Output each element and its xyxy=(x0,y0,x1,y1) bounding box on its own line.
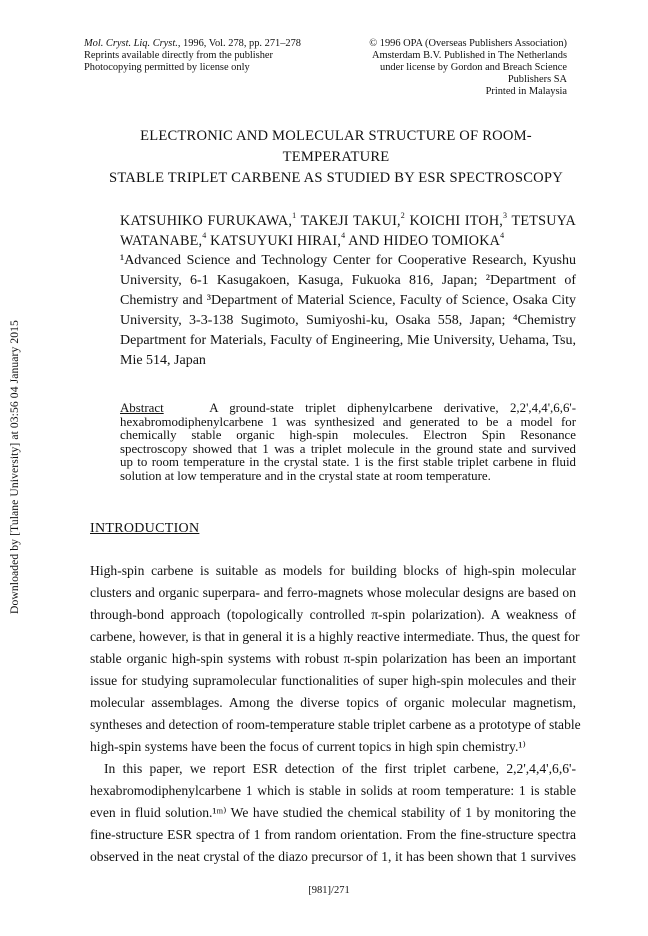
copyright-line: Printed in Malaysia xyxy=(485,86,567,97)
abstract-label: Abstract xyxy=(120,401,164,415)
affiliation-mark: 2 xyxy=(400,211,405,221)
body-line: carbene, however, is that in general it is a highly reactive intermediate. Thus, the quest for xyxy=(90,629,580,644)
affiliation-line: ¹Advanced Science and Technology Center for Cooperative Research, Kyushu xyxy=(120,253,576,268)
page-number: [981]/271 xyxy=(308,885,350,896)
paper-title xyxy=(96,126,576,189)
abstract-line: solution at low temperature and in the crystal state at room temperature. xyxy=(120,468,491,483)
affiliation-line: Chemistry and ³Department of Material Science, Faculty of Science, Osaka City xyxy=(120,293,576,309)
affiliation-line: University, 3-3-138 Sugimoto, Sumiyoshi-ku, Osaka 558, Japan; ⁴Chemistry xyxy=(120,313,576,329)
abstract-line xyxy=(120,402,576,416)
body-line: In this paper, we report ESR detection of the first triplet carbene, 2,2',4,4',6,6'- xyxy=(104,761,576,776)
journal-header-right xyxy=(330,38,567,98)
copyright-line: Amsterdam B.V. Published in The Netherlands xyxy=(372,50,567,61)
body-line: fine-structure ESR spectra of 1 from random orientation. From the fine-structure spectra xyxy=(90,827,576,842)
body-line: observed in the neat crystal of the diazo precursor of 1, it has been shown that 1 survives xyxy=(90,849,576,864)
abstract-line: up to room temperature in the crystal state. 1 is the first stable triplet carbene in fluid xyxy=(120,455,576,470)
author-line xyxy=(120,231,576,251)
author-line xyxy=(120,211,576,231)
abstract xyxy=(120,402,576,484)
introduction-body xyxy=(90,560,581,868)
reprints-line: Reprints available directly from the publisher xyxy=(84,50,273,61)
author-name: WATANABE, xyxy=(120,233,203,249)
abstract-text: A ground-state triplet diphenylcarbene derivative, 2,2',4,4',6,6'- xyxy=(209,401,577,415)
body-line: issue for studying supramolecular functionalities of super high-spin molecules and their xyxy=(90,673,576,688)
author-name: KATSUYUKI HIRAI, xyxy=(206,233,342,249)
affiliation-mark: 4 xyxy=(202,231,207,241)
abstract-line: hexabromodiphenylcarbene 1 was synthesized and generated to be a model for xyxy=(120,414,576,429)
author-list xyxy=(120,211,576,251)
affiliation-mark: 4 xyxy=(341,231,346,241)
affiliation-mark: 1 xyxy=(292,211,297,221)
title-line: ELECTRONIC AND MOLECULAR STRUCTURE OF ROOM-TEMPERATURE xyxy=(140,128,532,165)
affiliation-line: Mie 514, Japan xyxy=(120,353,206,369)
download-watermark: Downloaded by [Tulane University] at 03:56 04 January 2015 xyxy=(8,320,21,614)
affiliations xyxy=(120,251,576,372)
citation-details: , 1996, Vol. 278, pp. 271–278 xyxy=(177,38,301,49)
title-line: STABLE TRIPLET CARBENE AS STUDIED BY ESR SPECTROSCOPY xyxy=(109,170,563,186)
abstract-line: chemically stable organic high-spin molecules. Electron Spin Resonance xyxy=(120,428,576,443)
body-line: even in fluid solution.¹ᵐ⁾ We have studied the chemical stability of 1 by monitoring the xyxy=(90,805,576,820)
author-name: TETSUYA xyxy=(507,213,576,229)
body-line: clusters and organic superpara- and ferro-magnets whose molecular designs are based on xyxy=(90,585,576,600)
author-name: KATSUHIKO FURUKAWA, xyxy=(120,213,293,229)
section-heading-introduction: INTRODUCTION xyxy=(90,521,200,536)
body-line: syntheses and detection of room-temperature stable triplet carbene as a prototype of stable xyxy=(90,717,581,732)
affiliation-mark: 4 xyxy=(500,231,505,241)
copyright-line: © 1996 OPA (Overseas Publishers Association) xyxy=(369,38,567,49)
author-name: AND HIDEO TOMIOKA xyxy=(345,233,501,249)
author-name: KOICHI ITOH, xyxy=(404,213,504,229)
affiliation-line: University, 6-1 Kasugakoen, Kasuga, Fukuoka 816, Japan; ²Department of xyxy=(120,273,576,289)
abstract-line: spectroscopy showed that 1 was a triplet molecule in the ground state and survived xyxy=(120,441,576,456)
journal-header-left xyxy=(84,38,354,74)
body-line: stable organic high-spin systems with robust π-spin polarization has been an important xyxy=(90,651,576,666)
body-line: through-bond approach (topologically controlled π-spin polarization). A weakness of xyxy=(90,607,576,622)
copyright-line: Publishers SA xyxy=(507,74,567,85)
affiliation-mark: 3 xyxy=(503,211,508,221)
author-name: TAKEJI TAKUI, xyxy=(296,213,401,229)
body-line: high-spin systems have been the focus of current topics in high spin chemistry.¹⁾ xyxy=(90,739,526,754)
body-line: hexabromodiphenylcarbene 1 which is stable in solids at room temperature: 1 is stable xyxy=(90,783,576,798)
body-line: High-spin carbene is suitable as models for building blocks of high-spin molecular xyxy=(90,563,576,578)
copyright-line: under license by Gordon and Breach Science xyxy=(380,62,567,73)
affiliation-line: Department for Materials, Faculty of Engineering, Mie University, Uehama, Tsu, xyxy=(120,333,576,349)
citation-line xyxy=(84,38,354,50)
body-line: molecular assemblages. Among the diverse topics of organic molecular magnetism, xyxy=(90,695,576,710)
photocopy-line: Photocopying permitted by license only xyxy=(84,62,250,73)
journal-name: Mol. Cryst. Liq. Cryst. xyxy=(84,38,178,49)
